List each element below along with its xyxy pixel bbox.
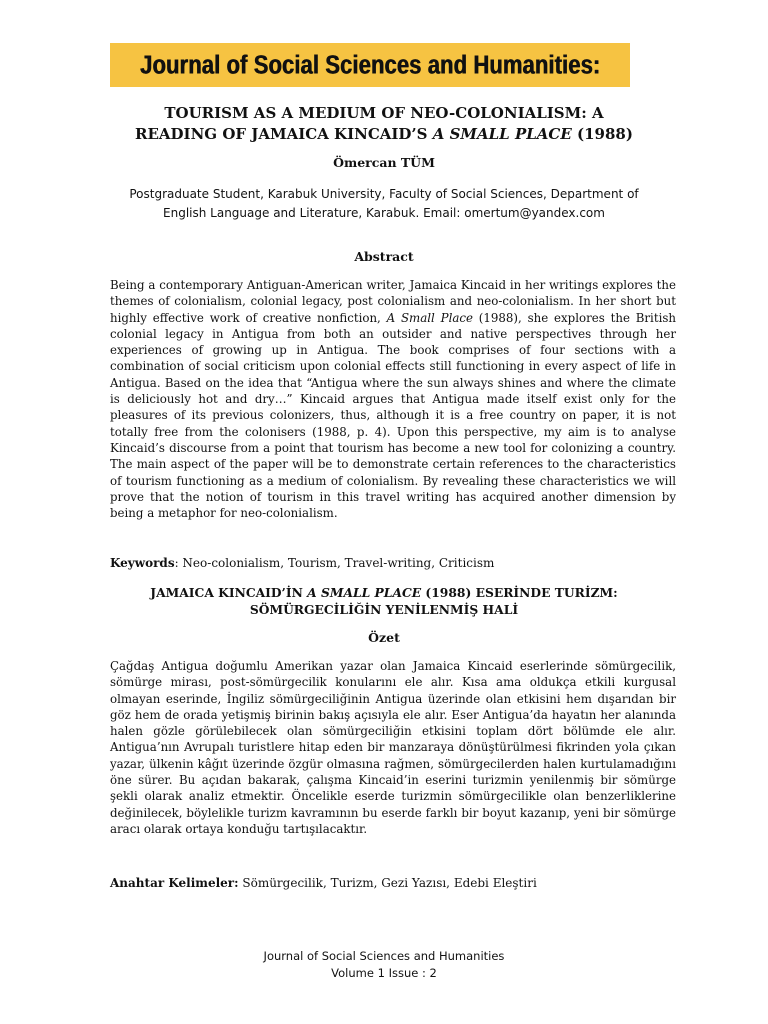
abstract-text-part-2: (1988), she explores the British colonial legacy in Antigua from both an outsider and native perspectives through her experiences of growing up in Antigua. The book comprises of four sections with a combination of social criticism upon colonial effects still functioning in every aspect of life in Antigua. Based on the idea that “Antigua where the sun always shines and where the climate is deliciously hot and dry…” Kincaid argues that Antigua made itself exist only for the pleasures of its previous colonizers, thus, although it is a free country on paper, it is not totally free from the colonisers (1988, p. 4). Upon this perspective, my aim is to analyse Kincaid’s discourse from a point that tourism has become a new tool for colonizing a country. The main aspect of the paper will be to demonstrate certain references to the characteristics of tourism functioning as a medium of colonialism. By revealing these characteristics we will prove that the notion of tourism in this travel writing has acquired another dimension by being a metaphor for neo-colonialism. — [110, 310, 676, 521]
abstract-heading: Abstract — [354, 249, 414, 264]
anahtar-list: Sömürgecilik, Turizm, Gezi Yazısı, Edebi Eleştiri — [238, 876, 537, 890]
article-title — [60, 103, 708, 145]
abstract-text — [110, 277, 676, 521]
abstract-book-title: A Small Place — [386, 310, 473, 325]
title-line-1: TOURISM AS A MEDIUM OF NEO-COLONIALISM: A — [164, 104, 604, 122]
anahtar-kelimeler — [110, 876, 676, 890]
footer-volume: Volume 1 Issue : 2 — [331, 966, 437, 980]
journal-name: Journal of Social Sciences and Humanities: — [139, 49, 601, 80]
turkish-title-post: (1988) ESERİNDE TURİZM: — [421, 585, 618, 600]
journal-banner — [110, 43, 630, 87]
ozet-heading: Özet — [368, 630, 400, 645]
title-italic: A SMALL PLACE — [432, 125, 572, 143]
author-name: Ömercan TÜM — [333, 155, 435, 170]
abstract-text-part-1: Being a contemporary Antiguan-American writer, Jamaica Kincaid in her writings explores the themes of colonialism, colonial legacy, post colonialism and neo-colonialism. In her short but highly effective work of creative nonfiction, — [110, 278, 676, 325]
affiliation-line-2: English Language and Literature, Karabuk. Email: omertum@yandex.com — [163, 206, 605, 220]
turkish-title — [60, 584, 708, 618]
turkish-title-line-2: SÖMÜRGECİLİĞİN YENİLENMİŞ HALİ — [249, 602, 519, 617]
turkish-title-italic: A SMALL PLACE — [307, 585, 422, 600]
turkish-title-line-1 — [60, 584, 708, 601]
anahtar-label: Anahtar Kelimeler: — [110, 876, 239, 890]
author-affiliation — [110, 185, 658, 223]
affiliation-line-1: Postgraduate Student, Karabuk University, Faculty of Social Sciences, Department of — [129, 187, 639, 201]
title-line-2-post: (1988) — [571, 125, 633, 143]
ozet-text: Çağdaş Antigua doğumlu Amerikan yazar olan Jamaica Kincaid eserlerinde sömürgecilik, sömürge mirası, post-sömürgecilik konularını ele alır. Kısa ama oldukça etkili kurgusal olmayan eserinde, İngiliz sömürgeciliğinin Antigua üzerinde olan etkisini hem dışarıdan bir göz hem de orada yetişmiş birinin bakış açısıyla ele alır. Eser Antigua’da hayatın her alanında halen gözle görülebilecek olan sömürgeciliğin etkisini toplam dört bölümde ele alır. Antigua’nın Avrupalı turistlere hitap eden bir manzaraya dönüştürülmesi fikrinden yola çıkan yazar, ülkenin kâğıt üzerinde özgür olmasına rağmen, sömürgecilerden halen kurtulamadığını öne sürer. Bu açıdan bakarak, çalışma Kincaid’in eserini turizmin yenilenmiş bir sömürge şekli olarak analiz etmektir. Öncelikle eserde turizmin sömürgecilikle olan benzerliklerine değinilecek, böylelikle turizm kavramının bu eserde farklı bir boyut kazanıp, yeni bir sömürge aracı olarak ortaya konduğu tartışılacaktır. — [110, 659, 676, 836]
keywords-list: : Neo-colonialism, Tourism, Travel-writing, Criticism — [174, 556, 495, 570]
title-line-2-pre: READING OF JAMAICA KINCAID’S — [135, 125, 433, 143]
page-footer — [0, 948, 768, 982]
keywords-label: Keywords — [110, 556, 175, 570]
title-line-2 — [60, 124, 708, 145]
footer-journal: Journal of Social Sciences and Humanities — [263, 949, 505, 963]
turkish-title-pre: JAMAICA KINCAID’İN — [150, 585, 308, 600]
keywords — [110, 556, 676, 570]
